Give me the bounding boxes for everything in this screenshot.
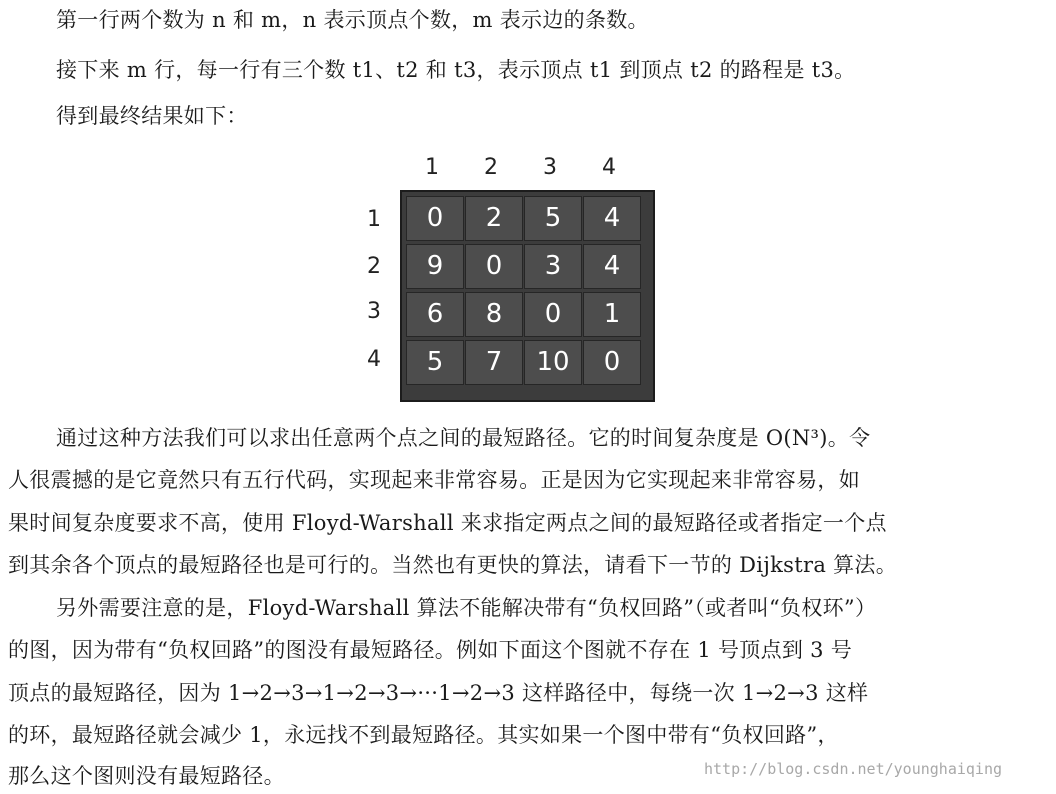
matrix-cell: 0: [465, 244, 523, 289]
watermark-url: http://blog.csdn.net/younghaiqing: [704, 760, 1003, 778]
matrix-cell: 5: [406, 340, 464, 385]
matrix-cell: 4: [583, 244, 641, 289]
paragraph-line-7: 到其余各个顶点的最短路径也是可行的。当然也有更快的算法，请看下一节的 Dijkstra 算法。: [8, 553, 898, 577]
matrix-cell: 7: [465, 340, 523, 385]
matrix-col-label: 4: [602, 155, 616, 180]
paragraph-line-10: 顶点的最短路径，因为 1→2→3→1→2→3→···1→2→3 这样路径中，每绕一次 1→2→3 这样: [8, 681, 869, 705]
matrix-cell: 9: [406, 244, 464, 289]
paragraph-line-6: 果时间复杂度要求不高，使用 Floyd-Warshall 来求指定两点之间的最短路径或者指定一个点: [8, 511, 887, 535]
paragraph-line-11: 的环，最短路径就会减少 1，永远找不到最短路径。其实如果一个图中带有“负权回路”，: [8, 723, 839, 747]
matrix-grid: [400, 190, 655, 402]
matrix-cell: 0: [406, 196, 464, 241]
matrix-cell: 10: [524, 340, 582, 385]
matrix-col-label: 2: [484, 155, 498, 180]
paragraph-line-12: 那么这个图则没有最短路径。: [8, 764, 285, 788]
matrix-cell: 0: [583, 340, 641, 385]
matrix-col-label: 1: [425, 155, 439, 180]
matrix-row-label: 3: [367, 299, 381, 324]
matrix-row-label: 1: [367, 207, 381, 232]
distance-matrix: [355, 150, 665, 400]
paragraph-line-1: 第一行两个数为 n 和 m，n 表示顶点个数，m 表示边的条数。: [56, 8, 649, 32]
matrix-cell: 3: [524, 244, 582, 289]
paragraph-line-5: 人很震撼的是它竟然只有五行代码，实现起来非常容易。正是因为它实现起来非常容易，如: [8, 468, 860, 492]
paragraph-line-9: 的图，因为带有“负权回路”的图没有最短路径。例如下面这个图就不存在 1 号顶点到 3 号: [8, 638, 853, 662]
matrix-cell: 6: [406, 292, 464, 337]
paragraph-line-2: 接下来 m 行，每一行有三个数 t1、t2 和 t3，表示顶点 t1 到顶点 t2 的路程是 t3。: [56, 58, 856, 82]
matrix-col-label: 3: [543, 155, 557, 180]
matrix-row-label: 4: [367, 347, 381, 372]
paragraph-line-3: 得到最终结果如下：: [56, 104, 248, 128]
paragraph-line-4: 通过这种方法我们可以求出任意两个点之间的最短路径。它的时间复杂度是 O(N³)。令: [56, 426, 871, 450]
paragraph-line-8: 另外需要注意的是，Floyd-Warshall 算法不能解决带有“负权回路”（或者叫“负权环”）: [56, 596, 877, 620]
matrix-cell: 8: [465, 292, 523, 337]
matrix-cell: 4: [583, 196, 641, 241]
matrix-cell: 5: [524, 196, 582, 241]
matrix-cell: 0: [524, 292, 582, 337]
matrix-cell: 1: [583, 292, 641, 337]
matrix-cell: 2: [465, 196, 523, 241]
matrix-row-label: 2: [367, 254, 381, 279]
